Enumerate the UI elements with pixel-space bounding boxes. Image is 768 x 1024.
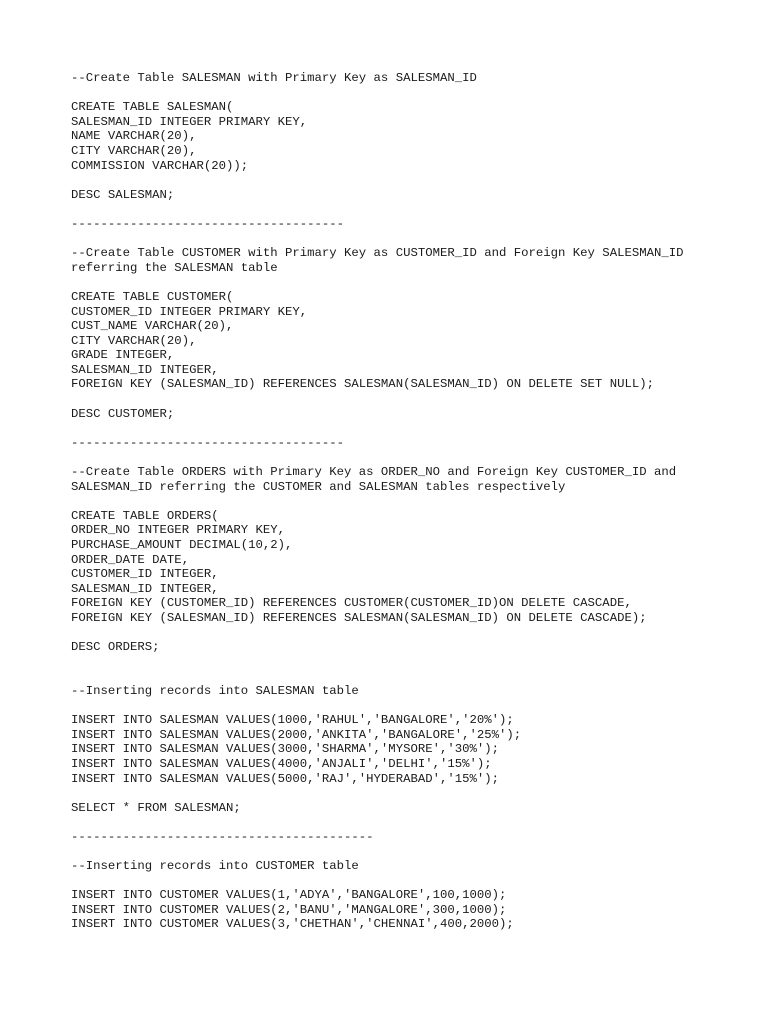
spacer (71, 173, 751, 188)
blank-line (71, 669, 751, 684)
code-line: DESC ORDERS; (71, 640, 160, 655)
spacer (71, 844, 751, 859)
code-line: --Inserting records into CUSTOMER table (71, 859, 359, 874)
code-line: INSERT INTO SALESMAN VALUES(1000,'RAHUL','BANGALORE','20%'); (71, 713, 514, 728)
code-line: CITY VARCHAR(20), (71, 333, 197, 348)
blank-line (71, 86, 751, 101)
code-line: INSERT INTO CUSTOMER VALUES(3,'CHETHAN','CHENNAI',400,2000); (71, 917, 514, 932)
blank-line (71, 815, 751, 830)
separator-block (71, 436, 751, 451)
desc-customer-block (71, 407, 751, 422)
code-line: CUSTOMER_ID INTEGER PRIMARY KEY, (71, 304, 308, 319)
blank-line (71, 699, 751, 714)
blank-line (71, 626, 751, 641)
desc-orders-block (71, 640, 751, 655)
comment-create-orders-block (71, 465, 751, 494)
blank-line (71, 655, 751, 670)
code-line: CREATE TABLE CUSTOMER( (71, 289, 234, 304)
blank-line (71, 232, 751, 247)
spacer (71, 450, 751, 465)
code-line: ORDER_NO INTEGER PRIMARY KEY, (71, 523, 286, 538)
code-line: DESC SALESMAN; (71, 187, 175, 202)
code-line: INSERT INTO CUSTOMER VALUES(1,'ADYA','BANGALORE',100,1000); (71, 888, 507, 903)
spacer (71, 874, 751, 889)
code-line: --Create Table SALESMAN with Primary Key as SALESMAN_ID (71, 71, 477, 85)
code-line: SELECT * FROM SALESMAN; (71, 800, 241, 815)
blank-line (71, 450, 751, 465)
code-line: FOREIGN KEY (CUSTOMER_ID) REFERENCES CUSTOMER(CUSTOMER_ID)ON DELETE CASCADE, (71, 596, 632, 611)
spacer (71, 655, 751, 670)
blank-line (71, 202, 751, 217)
code-line: ------------------------------------- (71, 435, 345, 450)
code-line: COMMISSION VARCHAR(20)); (71, 158, 249, 173)
code-line: CUSTOMER_ID INTEGER, (71, 567, 219, 582)
code-line: ORDER_DATE DATE, (71, 552, 190, 567)
blank-line (71, 844, 751, 859)
code-line: ----------------------------------------- (71, 829, 374, 844)
create-salesman-block (71, 100, 751, 173)
blank-line (71, 786, 751, 801)
spacer (71, 815, 751, 830)
comment-insert-salesman-block (71, 684, 751, 699)
code-line: NAME VARCHAR(20), (71, 129, 197, 144)
comment-insert-customer-block (71, 859, 751, 874)
blank-line (71, 494, 751, 509)
sql-document (71, 71, 751, 932)
code-line: INSERT INTO SALESMAN VALUES(2000,'ANKITA','BANGALORE','25%'); (71, 727, 522, 742)
desc-salesman-block (71, 188, 751, 203)
code-line: FOREIGN KEY (SALESMAN_ID) REFERENCES SALESMAN(SALESMAN_ID) ON DELETE SET NULL); (71, 377, 654, 392)
spacer (71, 232, 751, 247)
spacer (71, 494, 751, 509)
spacer (71, 421, 751, 436)
blank-line (71, 275, 751, 290)
code-line: SALESMAN_ID referring the CUSTOMER and SALESMAN tables respectively (71, 479, 566, 494)
spacer (71, 669, 751, 684)
spacer (71, 786, 751, 801)
code-line: CREATE TABLE ORDERS( (71, 508, 219, 523)
code-line: SALESMAN_ID INTEGER PRIMARY KEY, (71, 114, 308, 129)
separator-block (71, 830, 751, 845)
code-line: PURCHASE_AMOUNT DECIMAL(10,2), (71, 538, 293, 552)
code-line: INSERT INTO SALESMAN VALUES(4000,'ANJALI','DELHI','15%'); (71, 756, 492, 771)
code-line: ------------------------------------- (71, 216, 345, 231)
code-line: CUST_NAME VARCHAR(20), (71, 319, 234, 334)
spacer (71, 392, 751, 407)
spacer (71, 626, 751, 641)
insert-salesman-block (71, 713, 751, 786)
spacer (71, 275, 751, 290)
select-salesman-block (71, 801, 751, 816)
code-line: SALESMAN_ID INTEGER, (71, 581, 219, 596)
code-line: --Create Table CUSTOMER with Primary Key as CUSTOMER_ID and Foreign Key SALESMAN_ID (71, 246, 684, 261)
code-line: SALESMAN_ID INTEGER, (71, 362, 219, 377)
code-line: GRADE INTEGER, (71, 348, 175, 363)
code-line: --Inserting records into SALESMAN table (71, 683, 359, 698)
code-line: --Create Table ORDERS with Primary Key as ORDER_NO and Foreign Key CUSTOMER_ID and (71, 465, 677, 480)
spacer (71, 202, 751, 217)
code-line: DESC CUSTOMER; (71, 406, 175, 421)
spacer (71, 86, 751, 101)
blank-line (71, 392, 751, 407)
spacer (71, 699, 751, 714)
blank-line (71, 421, 751, 436)
code-line: INSERT INTO CUSTOMER VALUES(2,'BANU','MANGALORE',300,1000); (71, 902, 507, 917)
comment-create-customer-block (71, 246, 751, 275)
code-line: INSERT INTO SALESMAN VALUES(3000,'SHARMA','MYSORE','30%'); (71, 742, 500, 757)
comment-create-salesman-block (71, 71, 751, 86)
code-line: FOREIGN KEY (SALESMAN_ID) REFERENCES SALESMAN(SALESMAN_ID) ON DELETE CASCADE); (71, 610, 647, 625)
code-line: INSERT INTO SALESMAN VALUES(5000,'RAJ','HYDERABAD','15%'); (71, 771, 500, 786)
separator-block (71, 217, 751, 232)
create-orders-block (71, 509, 751, 626)
code-line: CREATE TABLE SALESMAN( (71, 100, 234, 115)
code-line: referring the SALESMAN table (71, 260, 278, 275)
insert-customer-block (71, 888, 751, 932)
blank-line (71, 874, 751, 889)
blank-line (71, 173, 751, 188)
create-customer-block (71, 290, 751, 392)
code-line: CITY VARCHAR(20), (71, 143, 197, 158)
